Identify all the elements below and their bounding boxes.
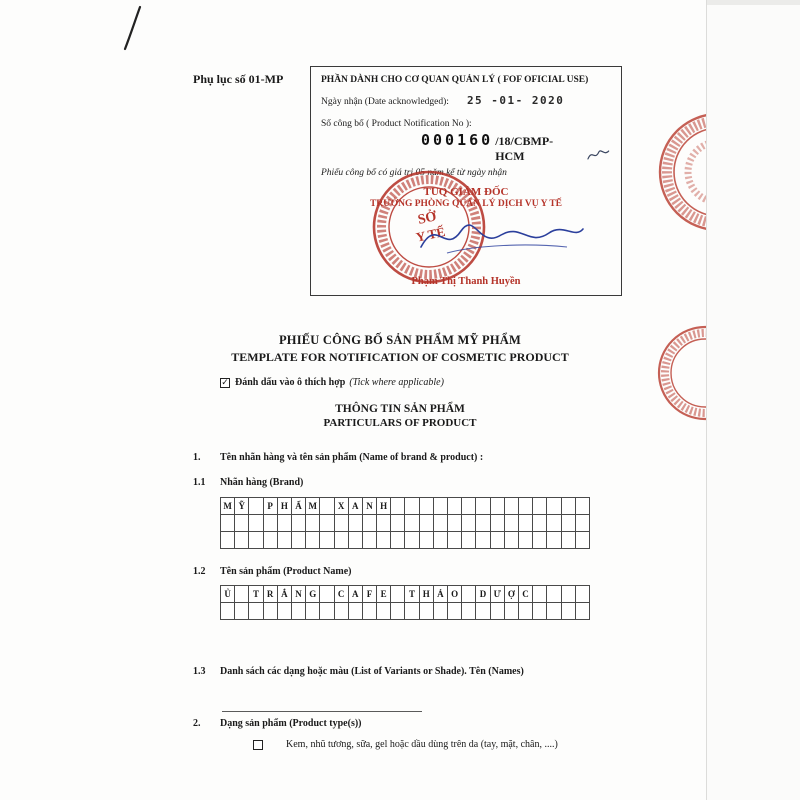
letter-cell [377,532,391,549]
letter-cell [335,603,349,620]
letter-cell [462,603,476,620]
document-title [100,333,700,365]
letter-cell [363,515,377,532]
approver-title-line1: TUQ GIÁM ĐỐC [423,186,509,198]
letter-cell [562,532,576,549]
letter-cell [264,532,278,549]
letter-cell [335,515,349,532]
form-item-1-number: 1. [193,452,201,463]
letter-cell [264,603,278,620]
letter-cell [363,532,377,549]
appendix-label: Phụ lục số 01-MP [193,72,284,86]
letter-cell [306,515,320,532]
letter-cell [420,532,434,549]
form-item-1-3-label: Danh sách các dạng hoặc màu (List of Variants or Shade). Tên (Names) [220,666,524,677]
form-item-1-2-number: 1.2 [193,566,206,577]
product-type-option-label: Kem, nhũ tương, sữa, gel hoặc dầu dùng trên da (tay, mặt, chân, ....) [286,739,558,750]
letter-cell [221,603,235,620]
form-item-2-label: Dạng sản phẩm (Product type(s)) [220,718,362,729]
letter-cell [562,515,576,532]
letter-cell [391,532,405,549]
letter-cell [491,498,505,515]
letter-cell: A [349,498,363,515]
letter-cell [278,603,292,620]
notification-number-stamp: 000160 [421,131,494,149]
letter-cell [249,515,263,532]
letter-cell: Ư [491,586,505,603]
letter-cell: C [335,586,349,603]
letter-cell [519,603,533,620]
letter-cell [462,586,476,603]
letter-cell: P [264,498,278,515]
letter-cell [363,603,377,620]
letter-cell [448,532,462,549]
letter-cell [547,515,561,532]
letter-cell: D [476,586,490,603]
partial-round-seal-mid-right [635,325,706,425]
letter-cell: X [335,498,349,515]
section-header-en: PARTICULARS OF PRODUCT [323,417,477,429]
form-item-1-2-label: Tên sản phẩm (Product Name) [220,566,352,577]
letter-cell: Ợ [505,586,519,603]
form-item-1-1 [193,477,673,488]
section-header-vi: THÔNG TIN SẢN PHẨM [335,403,465,415]
form-item-1 [193,452,673,463]
form-item-1-3 [193,666,673,677]
letter-cell [448,515,462,532]
letter-cell [533,498,547,515]
tick-instruction-checkbox[interactable]: ✓ [221,377,229,387]
letter-cell [420,498,434,515]
letter-cell [320,532,334,549]
letter-cell [462,498,476,515]
letter-cell: R [264,586,278,603]
letter-cell: T [405,586,419,603]
letter-grid-row [221,498,590,515]
section-header [100,403,700,429]
letter-cell [405,498,419,515]
letter-cell [405,532,419,549]
letter-cell [519,532,533,549]
letter-cell: H [278,498,292,515]
partial-round-seal-top-right [630,110,706,240]
letter-cell [235,603,249,620]
letter-cell [576,532,590,549]
letter-cell [491,515,505,532]
letter-cell [434,515,448,532]
letter-cell: O [448,586,462,603]
letter-cell [249,532,263,549]
letter-cell [405,515,419,532]
date-received-stamp: 25 -01- 2020 [466,94,565,107]
letter-cell [335,532,349,549]
tick-instruction-label-en: (Tick where applicable) [349,377,444,388]
signer-name: Phạm Thị Thanh Huyền [411,276,521,287]
letter-cell [377,603,391,620]
letter-cell [235,515,249,532]
letter-cell [292,532,306,549]
date-received-label: Ngày nhận (Date acknowledged): [321,97,449,107]
letter-cell [420,603,434,620]
letter-cell [476,532,490,549]
letter-grid-row [221,515,590,532]
letter-cell: Ẩ [292,498,306,515]
official-use-box [310,66,622,296]
letter-cell [505,532,519,549]
seal-center-line1: SỞ [416,209,438,228]
letter-cell: Ả [434,586,448,603]
seal-center-line2: Y TẾ [414,223,447,245]
letter-cell [476,603,490,620]
handwritten-slash-mark [118,4,148,52]
letter-cell: N [363,498,377,515]
letter-cell [292,515,306,532]
letter-cell [278,532,292,549]
letter-cell [491,603,505,620]
letter-cell [562,498,576,515]
letter-cell [320,498,334,515]
letter-cell: F [363,586,377,603]
letter-cell: H [420,586,434,603]
letter-cell [505,515,519,532]
letter-cell [462,515,476,532]
fill-in-line [222,711,422,712]
letter-cell [562,586,576,603]
letter-cell [519,515,533,532]
letter-cell [476,515,490,532]
form-item-1-1-number: 1.1 [193,477,206,488]
brand-letter-grid [220,497,590,549]
letter-cell: M [221,498,235,515]
letter-cell [320,603,334,620]
notification-number-label: Số công bố ( Product Notification No ): [321,119,472,129]
letter-cell [505,603,519,620]
letter-cell [306,603,320,620]
letter-cell [576,603,590,620]
letter-cell [278,515,292,532]
letter-cell [547,586,561,603]
letter-cell [448,603,462,620]
letter-cell [391,498,405,515]
letter-cell [264,515,278,532]
notification-number-suffix: /18/CBMP-HCM [495,134,554,163]
letter-cell: E [377,586,391,603]
letter-cell [405,603,419,620]
letter-cell [576,586,590,603]
letter-cell [533,603,547,620]
letter-cell: C [519,586,533,603]
document-title-vi: PHIẾU CÔNG BỐ SẢN PHẨM MỸ PHẨM [278,333,522,347]
letter-cell [533,586,547,603]
letter-cell [448,498,462,515]
official-use-header: PHẦN DÀNH CHO CƠ QUAN QUẢN LÝ ( FOF OFICIAL USE) [321,75,589,85]
letter-cell [349,603,363,620]
letter-cell [320,586,334,603]
letter-cell: G [306,586,320,603]
product-type-option-row [253,739,558,750]
letter-grid-row [221,603,590,620]
letter-cell [519,498,533,515]
letter-cell [533,515,547,532]
letter-cell [547,532,561,549]
tick-instruction-row [220,377,444,388]
form-item-1-label: Tên nhãn hàng và tên sản phẩm (Name of brand & product) : [220,452,484,463]
letter-cell [576,515,590,532]
letter-cell: H [377,498,391,515]
form-item-2-number: 2. [193,718,201,729]
letter-cell: M [306,498,320,515]
notification-number-row [421,131,611,164]
letter-cell [391,586,405,603]
letter-cell [391,603,405,620]
letter-cell [249,603,263,620]
letter-cell [349,532,363,549]
letter-cell [391,515,405,532]
document-title-en: TEMPLATE FOR NOTIFICATION OF COSMETIC PRODUCT [231,350,569,364]
date-received-row [321,94,611,107]
letter-cell [221,515,235,532]
tick-instruction-label: Đánh dấu vào ô thích hợp [235,377,346,388]
approver-title-line2: TRƯỞNG PHÒNG QUẢN LÝ DỊCH VỤ Y TẾ [369,199,563,209]
letter-cell [434,532,448,549]
letter-cell [491,532,505,549]
letter-cell [576,498,590,515]
letter-cell [377,515,391,532]
validity-note: Phiếu công bố có giá trị 05 năm kể từ ngày nhận [321,168,507,178]
letter-cell [476,498,490,515]
letter-grid-row [221,532,590,549]
form-item-1-1-label: Nhãn hàng (Brand) [220,477,304,488]
letter-cell [420,515,434,532]
paper-right-edge [706,0,707,800]
letter-cell [292,603,306,620]
letter-cell: Ỹ [235,498,249,515]
letter-cell: A [349,586,363,603]
product-type-option-checkbox[interactable] [253,740,263,750]
letter-cell [249,498,263,515]
letter-cell [547,498,561,515]
form-item-2 [193,718,673,729]
handwritten-pen-mark [585,146,611,164]
letter-cell: Ủ [221,586,235,603]
form-item-1-3-number: 1.3 [193,666,206,677]
letter-cell [562,603,576,620]
letter-cell [462,532,476,549]
letter-grid-row [221,586,590,603]
letter-cell: T [249,586,263,603]
letter-cell [235,532,249,549]
letter-cell [235,586,249,603]
letter-cell [221,532,235,549]
letter-cell [349,515,363,532]
signature-ink [414,209,587,264]
form-item-1-2 [193,566,673,577]
letter-cell: Ắ [278,586,292,603]
letter-cell [306,532,320,549]
letter-cell [434,603,448,620]
letter-cell [320,515,334,532]
letter-cell [505,498,519,515]
letter-cell [547,603,561,620]
letter-cell [434,498,448,515]
letter-cell: N [292,586,306,603]
letter-cell [533,532,547,549]
product-name-letter-grid [220,585,590,620]
